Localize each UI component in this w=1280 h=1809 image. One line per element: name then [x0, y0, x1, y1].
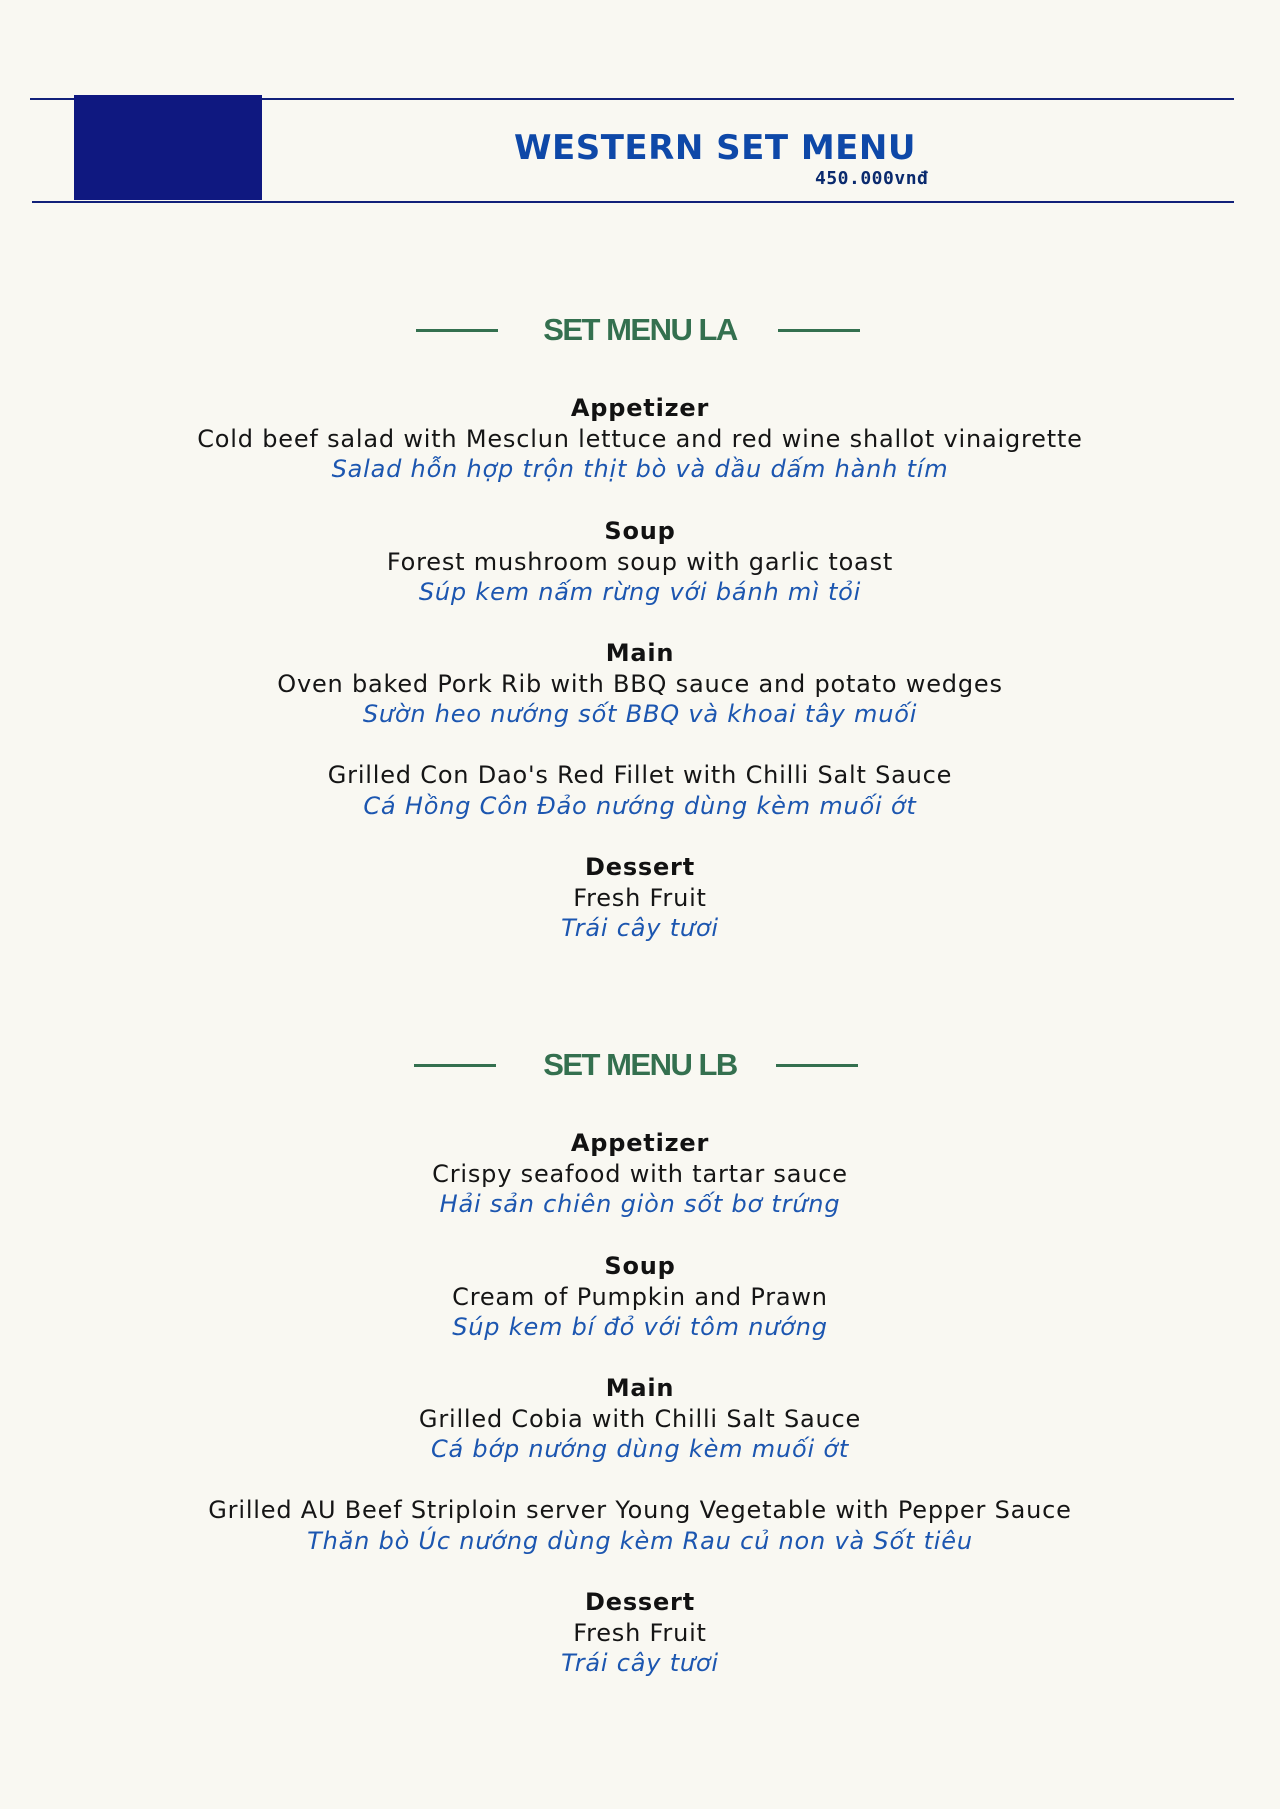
- header-rule-right: [778, 329, 860, 332]
- course-main-alt: [0, 760, 1280, 821]
- course-dessert: [0, 1587, 1280, 1679]
- dish-name-vi: Cá Hồng Côn Đảo nướng dùng kèm muối ớt: [363, 791, 917, 820]
- set-menu-lb: [0, 1043, 1280, 1087]
- course-label: Soup: [604, 1252, 676, 1280]
- dish-name-vi: Thăn bò Úc nướng dùng kèm Rau củ non và Sốt tiêu: [307, 1526, 973, 1555]
- dish-name-vi: Salad hỗn hợp trộn thịt bò và dầu dấm hành tím: [331, 455, 949, 483]
- course-dessert: [0, 852, 1280, 944]
- set-menu-la: [0, 308, 1280, 352]
- course-main-alt: [0, 1495, 1280, 1556]
- dish-name-en: Grilled Con Dao's Red Fillet with Chilli Salt Sauce: [327, 761, 953, 789]
- dish-name-en: Forest mushroom soup with garlic toast: [386, 547, 894, 576]
- course-appetizer: [0, 1128, 1280, 1220]
- course-label: Main: [605, 639, 675, 667]
- menu-title: WESTERN SET MENU: [514, 128, 916, 168]
- dish-name-en: Crispy seafood with tartar sauce: [432, 1159, 848, 1188]
- course-soup: [0, 516, 1280, 608]
- course-label: Appetizer: [570, 394, 710, 422]
- dish-name-vi: Sườn heo nướng sốt BBQ và khoai tây muối: [362, 700, 918, 728]
- dish-name-en: Grilled Cobia with Chilli Salt Sauce: [418, 1404, 862, 1433]
- course-label: Dessert: [585, 853, 695, 881]
- set-menu-title: SET MENU LA: [543, 312, 737, 347]
- menu-price: 450.000vnđ: [815, 168, 929, 189]
- dish-name-en: Cold beef salad with Mesclun lettuce and red wine shallot vinaigrette: [197, 424, 1083, 453]
- course-main: [0, 638, 1280, 730]
- dish-name-vi: Trái cây tươi: [561, 1649, 719, 1677]
- course-main: [0, 1373, 1280, 1465]
- dish-name-en: Cream of Pumpkin and Prawn: [452, 1282, 828, 1311]
- dish-name-vi: Súp kem bí đỏ với tôm nướng: [452, 1313, 828, 1341]
- course-soup: [0, 1251, 1280, 1343]
- course-label: Appetizer: [570, 1129, 710, 1157]
- dish-name-en: Oven baked Pork Rib with BBQ sauce and potato wedges: [277, 669, 1003, 698]
- header-rule-left: [414, 1064, 496, 1067]
- dish-name-vi: Cá bớp nướng dùng kèm muối ớt: [430, 1435, 850, 1463]
- header-rule-right: [776, 1064, 858, 1067]
- set-menu-title: SET MENU LB: [543, 1047, 737, 1082]
- dish-name-en: Fresh Fruit: [573, 1618, 707, 1647]
- course-appetizer: [0, 393, 1280, 485]
- course-label: Soup: [604, 517, 676, 545]
- course-label: Dessert: [585, 1588, 695, 1616]
- dish-name-vi: Hải sản chiên giòn sốt bơ trứng: [439, 1190, 841, 1218]
- set-menu-header: [0, 1043, 1280, 1087]
- header-bottom-rule: [32, 201, 1234, 203]
- header-rule-left: [416, 329, 498, 332]
- dish-name-vi: Trái cây tươi: [561, 914, 719, 942]
- dish-name-en: Fresh Fruit: [573, 883, 707, 912]
- course-label: Main: [605, 1374, 675, 1402]
- dish-name-vi: Súp kem nấm rừng với bánh mì tỏi: [418, 578, 862, 606]
- set-menu-header: [0, 308, 1280, 352]
- dish-name-en: Grilled AU Beef Striploin server Young Vegetable with Pepper Sauce: [208, 1496, 1072, 1524]
